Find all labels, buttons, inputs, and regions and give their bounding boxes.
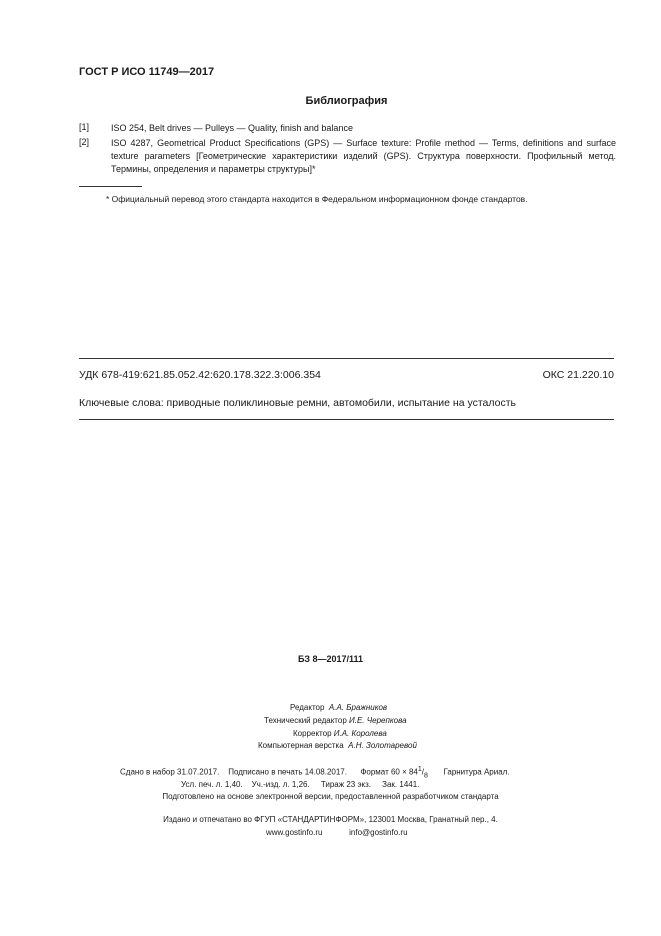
- imprint-sent: Сдано в набор 31.07.2017.: [120, 767, 220, 777]
- imprint-line-1: Сдано в набор 31.07.2017. Подписано в печать 14.08.2017. Формат 60 × 841/8 Гарнитура Ариал.: [120, 766, 510, 780]
- document-code: ГОСТ Р ИСО 11749—2017: [79, 66, 215, 78]
- section-divider: [79, 419, 614, 420]
- credit-layout: [258, 741, 417, 750]
- reference-text: ISO 4287, Geometrical Product Specifications (GPS) — Surface texture: Profile method — Terms, definitions and surface texture parameters [Геометрические характеристики изделий (GPS). Структура поверхности. Профильный метод. Термины, определения и параметры структуры]*: [111, 138, 616, 174]
- publisher-contacts: [266, 828, 408, 837]
- credit-role: Компьютерная верстка: [258, 741, 344, 750]
- imprint-print-sheets: Усл. печ. л. 1,40.: [181, 780, 243, 789]
- imprint-pub-sheets: Уч.-изд. л. 1,26.: [251, 780, 310, 789]
- footnote-text: * Официальный перевод этого стандарта находится в Федеральном информационном фонде стандартов.: [106, 194, 528, 204]
- credit-name: И.А. Королева: [333, 729, 387, 738]
- credit-editor: [290, 703, 387, 712]
- credit-corrector: [293, 729, 387, 738]
- bibliography-title: Библиография: [305, 95, 388, 107]
- credit-name: И.Е. Черепкова: [349, 716, 407, 725]
- imprint-prepared: Подготовлено на основе электронной версии, предоставленной разработчиком стандарта: [162, 792, 499, 801]
- keywords: Ключевые слова: приводные поликлиновые ремни, автомобили, испытание на усталость: [79, 397, 517, 409]
- footnote-divider: [79, 186, 142, 187]
- email-link: info@gostinfo.ru: [349, 828, 408, 837]
- credit-tech-editor: [264, 716, 407, 725]
- imprint-font: Гарнитура Ариал.: [443, 767, 510, 777]
- imprint-signed: Подписано в печать 14.08.2017.: [228, 767, 347, 777]
- section-divider: [79, 358, 614, 359]
- udk-code: УДК 678-419:621.85.052.42:620.178.322.3:006.354: [79, 369, 321, 381]
- imprint-line-2: [181, 780, 419, 789]
- reference-number: [2]: [79, 137, 90, 147]
- credit-name: А.Н. Золотаревой: [348, 741, 417, 750]
- imprint-copies: Тираж 23 экз.: [320, 780, 372, 789]
- publisher-line: Издано и отпечатано во ФГУП «СТАНДАРТИНФОРМ», 123001 Москва, Гранатный пер., 4.: [163, 815, 498, 824]
- imprint-order: Зак. 1441.: [382, 780, 420, 789]
- bz-number: БЗ 8—2017/111: [297, 654, 364, 664]
- website-link: www.gostinfo.ru: [266, 828, 323, 837]
- oks-code: ОКС 21.220.10: [542, 369, 614, 381]
- credit-role: Редактор: [290, 703, 325, 712]
- imprint-format: Формат 60 × 84: [360, 767, 418, 777]
- credit-role: Корректор: [293, 729, 332, 738]
- credit-name: А.А. Бражников: [328, 703, 388, 712]
- reference-number: [1]: [79, 122, 90, 132]
- credit-role: Технический редактор: [264, 716, 347, 725]
- reference-text: ISO 254, Belt drives — Pulleys — Quality, finish and balance: [111, 123, 353, 133]
